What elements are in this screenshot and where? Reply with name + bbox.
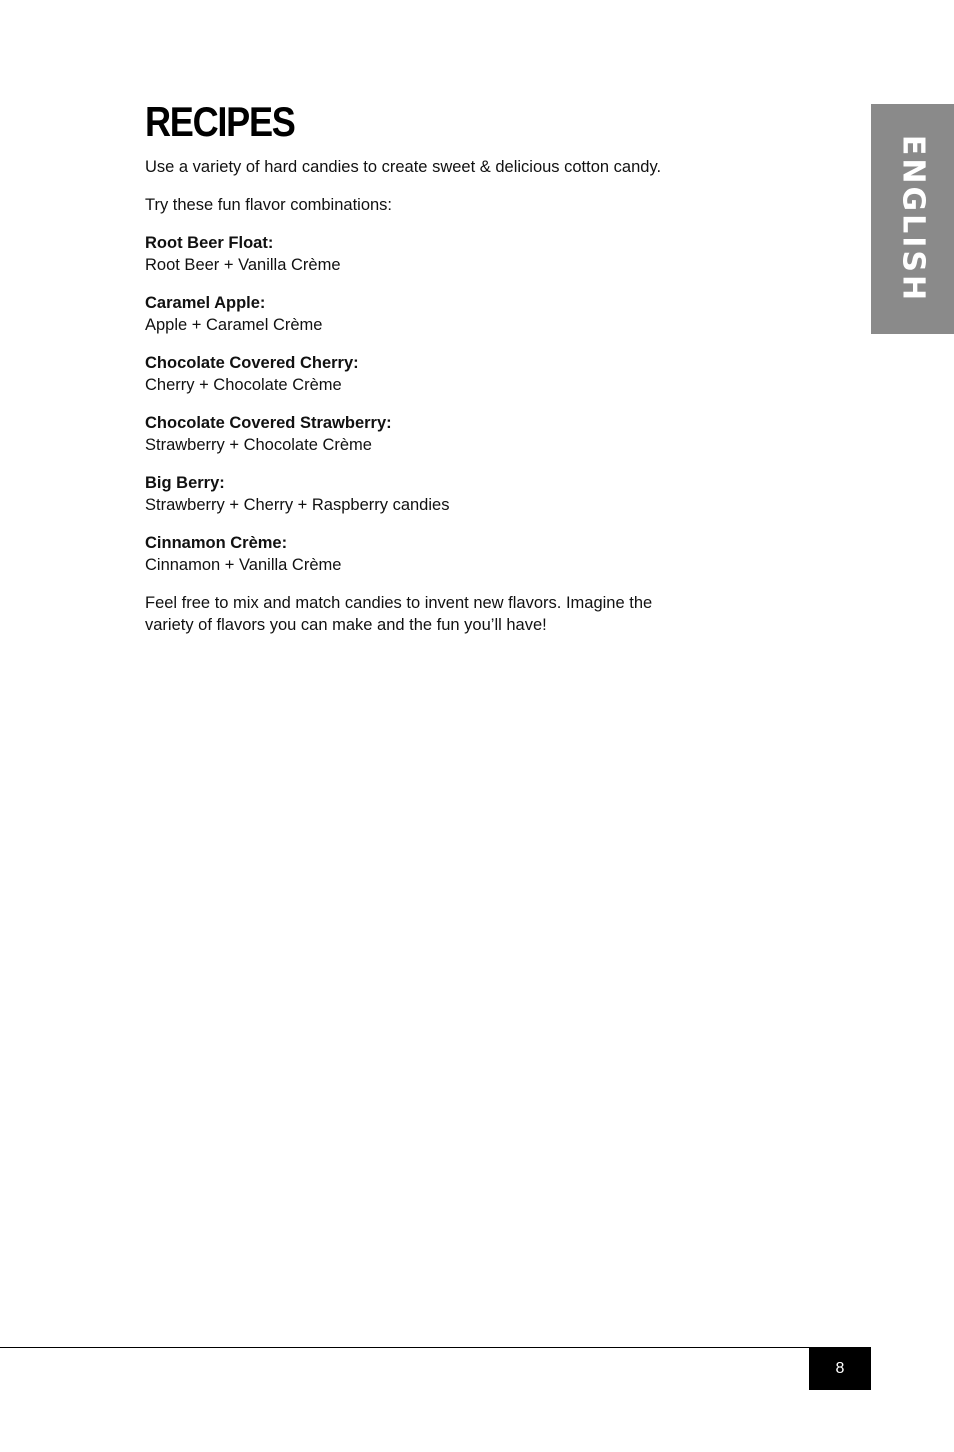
recipe-name: Cinnamon Crème: bbox=[145, 534, 288, 552]
recipe-combo: Strawberry + Cherry + Raspberry candies bbox=[145, 496, 450, 514]
recipe-combo: Cherry + Chocolate Crème bbox=[145, 376, 342, 394]
recipe-name: Root Beer Float: bbox=[145, 234, 274, 252]
recipe-name: Caramel Apple: bbox=[145, 294, 266, 312]
closing-text: Feel free to mix and match candies to invent new flavors. Imagine the variety of flavors you can make and the fun you’ll have! bbox=[145, 594, 653, 634]
language-tab bbox=[871, 104, 954, 334]
recipe-combo: Strawberry + Chocolate Crème bbox=[145, 436, 372, 454]
recipe-name: Big Berry: bbox=[145, 474, 225, 492]
recipe-item bbox=[145, 472, 765, 516]
recipe-combo: Cinnamon + Vanilla Crème bbox=[145, 556, 342, 574]
recipe-name: Chocolate Covered Cherry: bbox=[145, 354, 359, 372]
recipe-item bbox=[145, 292, 765, 336]
intro-text: Use a variety of hard candies to create sweet & delicious cotton candy. bbox=[145, 158, 662, 176]
footer-rule bbox=[0, 1347, 871, 1348]
recipe-name: Chocolate Covered Strawberry: bbox=[145, 414, 392, 432]
recipe-combo: Apple + Caramel Crème bbox=[145, 316, 323, 334]
page-title: RECIPES bbox=[145, 98, 295, 145]
recipe-item bbox=[145, 412, 765, 456]
recipe-combo: Root Beer + Vanilla Crème bbox=[145, 256, 341, 274]
page-number: 8 bbox=[809, 1348, 871, 1390]
subintro-text: Try these fun flavor combinations: bbox=[145, 196, 393, 214]
recipe-item bbox=[145, 532, 765, 576]
recipe-item bbox=[145, 352, 765, 396]
language-tab-label: ENGLISH bbox=[895, 134, 930, 304]
main-content bbox=[145, 96, 765, 636]
recipe-item bbox=[145, 232, 765, 276]
